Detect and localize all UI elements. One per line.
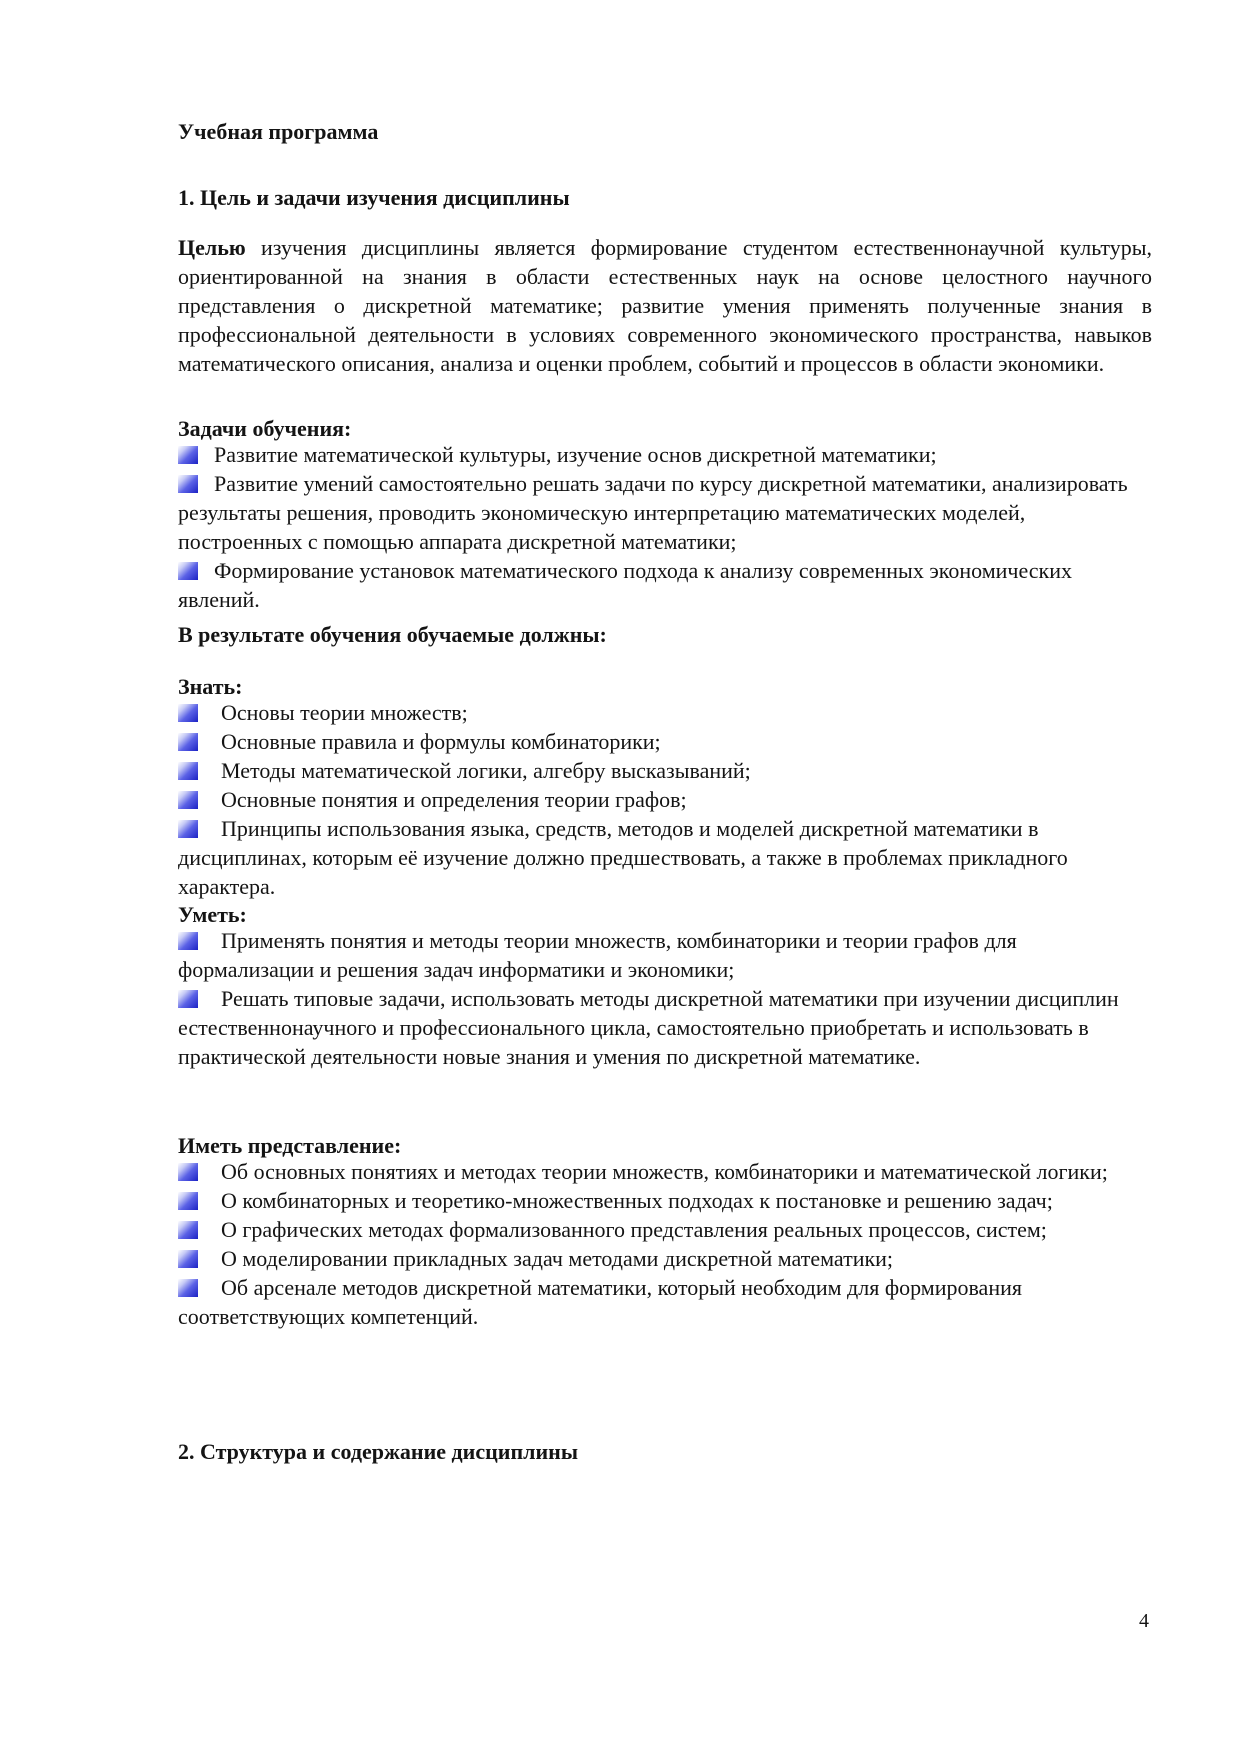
tasks-list — [178, 440, 1152, 614]
results-heading: В результате обучения обучаемые должны: — [178, 622, 607, 647]
tasks-heading: Задачи обучения: — [178, 416, 352, 441]
square-bullet-icon — [178, 704, 198, 722]
square-bullet-icon — [178, 1192, 198, 1210]
list-item: Основы теории множеств; — [178, 698, 1152, 727]
square-bullet-icon — [178, 990, 198, 1008]
square-bullet-icon — [178, 820, 198, 838]
list-item: Решать типовые задачи, использовать методы дискретной математики при изучении дисциплин естественнонаучного и профессионального цикла, самостоятельно приобретать и использовать в практической деятельности новые знания и умения по дискретной математике. — [178, 986, 1119, 1069]
square-bullet-icon — [178, 1279, 198, 1297]
square-bullet-icon — [178, 762, 198, 780]
goal-paragraph — [178, 233, 1152, 378]
section-2-heading: 2. Структура и содержание дисциплины — [178, 1439, 579, 1464]
know-heading: Знать: — [178, 674, 243, 699]
square-bullet-icon — [178, 446, 198, 464]
idea-list — [178, 1157, 1152, 1331]
list-item: Основные правила и формулы комбинаторики; — [178, 727, 1152, 756]
list-item: О моделировании прикладных задач методами дискретной математики; — [178, 1244, 1152, 1273]
section-1-heading: 1. Цель и задачи изучения дисциплины — [178, 185, 570, 210]
list-item: Применять понятия и методы теории множеств, комбинаторики и теории графов для формализации и решения задач информатики и экономики; — [178, 928, 1017, 982]
list-item: Методы математической логики, алгебру высказываний; — [178, 756, 1152, 785]
list-item: О графических методах формализованного представления реальных процессов, систем; — [178, 1215, 1152, 1244]
able-heading: Уметь: — [178, 902, 247, 927]
square-bullet-icon — [178, 1221, 198, 1239]
page-number: 4 — [1139, 1610, 1149, 1632]
list-item: Об арсенале методов дискретной математики, который необходим для формирования соответствующих компетенций. — [178, 1275, 1022, 1329]
list-item: Развитие умений самостоятельно решать задачи по курсу дискретной математики, анализировать результаты решения, проводить экономическую интерпретацию математических моделей, построенных с помощью аппарата дискретной математики; — [178, 471, 1128, 554]
goal-text: изучения дисциплины является формирование студентом естественнонаучной культуры, ориентированной на знания в области естественных наук на основе целостного научного представления о дискретной математике; развитие умения применять полученные знания в профессиональной деятельности в условиях современного экономического пространства, навыков математического описания, анализа и оценки проблем, событий и процессов в области экономики. — [178, 235, 1152, 376]
list-item: Формирование установок математического подхода к анализу современных экономических явлений. — [178, 558, 1072, 612]
know-list — [178, 698, 1152, 901]
idea-heading: Иметь представление: — [178, 1133, 402, 1158]
square-bullet-icon — [178, 475, 198, 493]
square-bullet-icon — [178, 1163, 198, 1181]
goal-lead: Целью — [178, 235, 246, 260]
square-bullet-icon — [178, 1250, 198, 1268]
list-item: Основные понятия и определения теории графов; — [178, 785, 1152, 814]
list-item: Развитие математической культуры, изучение основ дискретной математики; — [178, 440, 1152, 469]
document-title: Учебная программа — [178, 119, 379, 144]
square-bullet-icon — [178, 791, 198, 809]
square-bullet-icon — [178, 733, 198, 751]
list-item: Принципы использования языка, средств, методов и моделей дискретной математики в дисциплинах, которым её изучение должно предшествовать, а также в проблемах прикладного характера. — [178, 816, 1068, 899]
list-item: Об основных понятиях и методах теории множеств, комбинаторики и математической логики; — [178, 1157, 1152, 1186]
square-bullet-icon — [178, 562, 198, 580]
able-list — [178, 926, 1152, 1071]
square-bullet-icon — [178, 932, 198, 950]
list-item: О комбинаторных и теоретико-множественных подходах к постановке и решению задач; — [178, 1186, 1152, 1215]
